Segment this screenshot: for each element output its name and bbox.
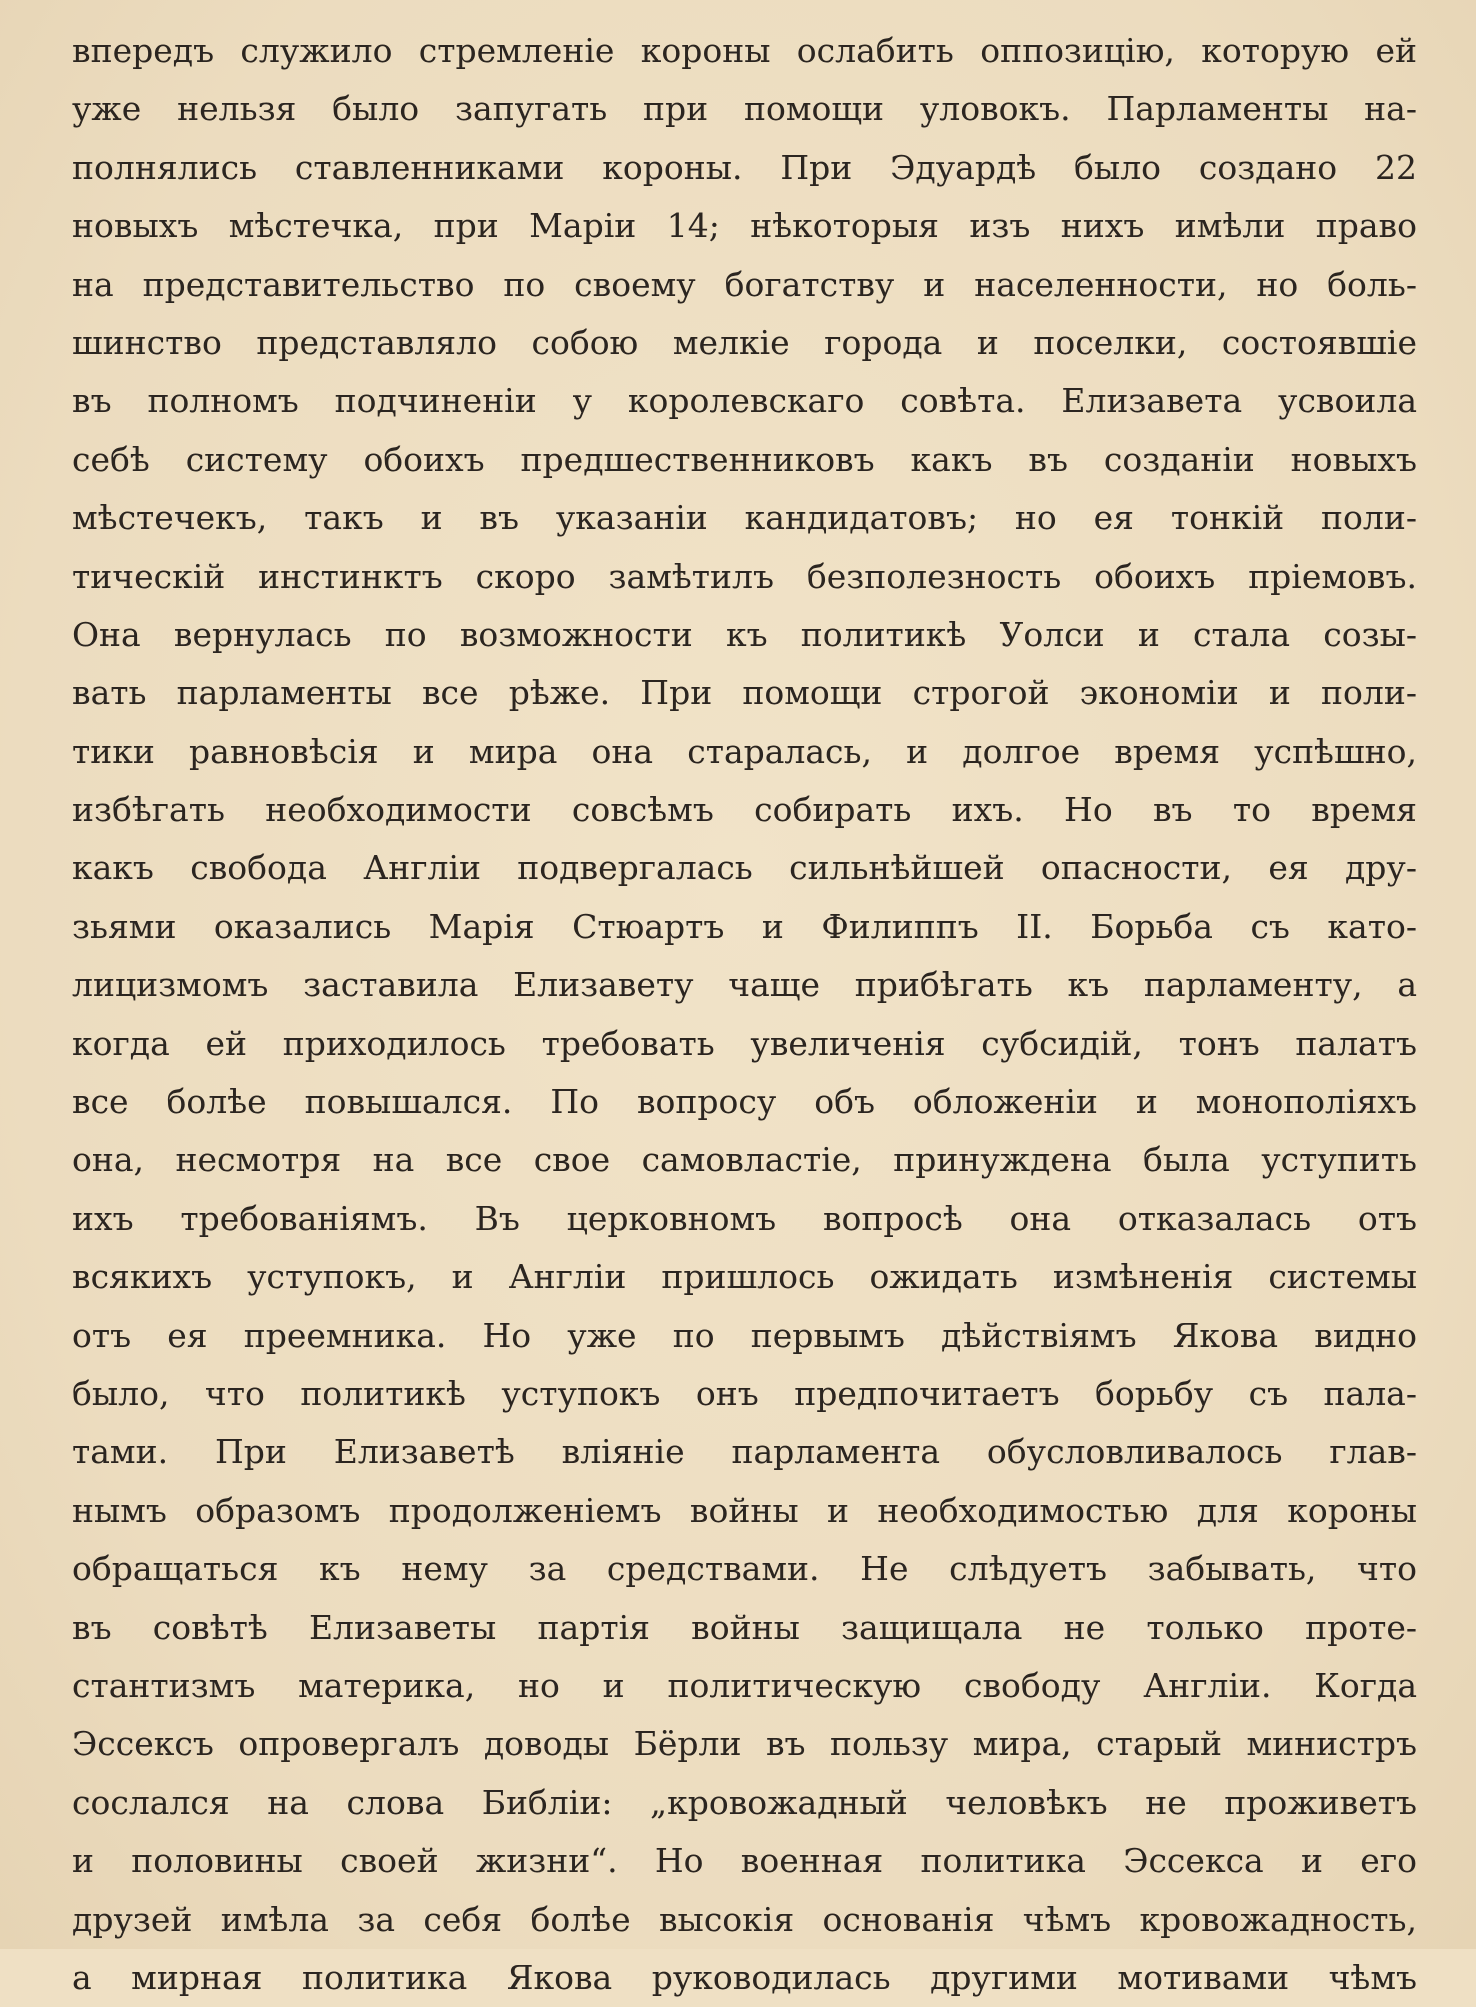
text-line-32: и половины своей жизни“. Но военная политика Эссекса и его [72, 1841, 1417, 1881]
text-line-23: отъ ея преемника. Но уже по первымъ дѣйствіямъ Якова видно [72, 1315, 1417, 1355]
text-line-26: нымъ образомъ продолженіемъ войны и необходимостью для короны [72, 1490, 1417, 1530]
text-line-14: избѣгать необходимости совсѣмъ собирать ихъ. Но въ то время [72, 790, 1417, 830]
text-line-27: обращаться къ нему за средствами. Не слѣдуетъ забывать, что [72, 1549, 1417, 1589]
text-line-8: себѣ систему обоихъ предшественниковъ какъ въ созданіи новыхъ [72, 439, 1417, 479]
text-line-24: было, что политикѣ уступокъ онъ предпочитаетъ борьбу съ пала- [72, 1373, 1417, 1413]
page-text [72, 22, 1417, 2007]
text-line-3: полнялись ставленниками короны. При Эдуардѣ было создано 22 [72, 147, 1417, 187]
text-line-1: впередъ служило стремленіе короны ослабить оппозицію, которую ей [72, 31, 1417, 70]
text-line-18: когда ей приходилось требовать увеличенія субсидій, тонъ палатъ [72, 1023, 1417, 1063]
text-line-11: Она вернулась по возможности къ политикѣ Уолси и стала созы- [72, 614, 1417, 654]
text-line-22: всякихъ уступокъ, и Англіи пришлось ожидать измѣненія системы [72, 1257, 1417, 1297]
text-line-28: въ совѣтѣ Елизаветы партія войны защищала не только проте- [72, 1607, 1417, 1647]
text-line-15: какъ свобода Англіи подвергалась сильнѣйшей опасности, ея дру- [72, 848, 1417, 888]
text-line-13: тики равновѣсія и мира она старалась, и долгое время успѣшно, [72, 731, 1417, 771]
text-line-34: а мирная политика Якова руководилась другими мотивами чѣмъ [72, 1957, 1417, 1997]
text-line-20: она, несмотря на все свое самовластіе, принуждена была уступить [72, 1140, 1417, 1180]
text-line-17: лицизмомъ заставила Елизавету чаще прибѣгать къ парламенту, а [72, 965, 1417, 1005]
text-line-2: уже нельзя было запугать при помощи уловокъ. Парламенты на- [72, 89, 1417, 129]
text-line-19: все болѣе повышался. По вопросу объ обложеніи и монополіяхъ [72, 1082, 1417, 1122]
text-line-31: сослался на слова Библіи: „кровожадный человѣкъ не проживетъ [72, 1782, 1417, 1822]
text-line-33: друзей имѣла за себя болѣе высокія основанія чѣмъ кровожадность, [72, 1899, 1417, 1939]
text-line-4: новыхъ мѣстечка, при Маріи 14; нѣкоторыя изъ нихъ имѣли право [72, 206, 1417, 246]
text-line-7: въ полномъ подчиненіи у королевскаго совѣта. Елизавета усвоила [72, 381, 1417, 421]
text-line-12: вать парламенты все рѣже. При помощи строгой экономіи и поли- [72, 673, 1417, 713]
text-line-5: на представительство по своему богатству и населенности, но боль- [72, 264, 1417, 304]
text-line-16: зьями оказались Марія Стюартъ и Филиппъ II. Борьба съ като- [72, 906, 1417, 946]
text-line-30: Эссексъ опровергалъ доводы Бёрли въ пользу мира, старый министръ [72, 1724, 1417, 1764]
text-line-21: ихъ требованіямъ. Въ церковномъ вопросѣ она отказалась отъ [72, 1198, 1417, 1238]
text-line-6: шинство представляло собою мелкіе города и поселки, состоявшіе [72, 322, 1417, 362]
text-line-9: мѣстечекъ, такъ и въ указаніи кандидатовъ; но ея тонкій поли- [72, 498, 1417, 538]
text-line-25: тами. При Елизаветѣ вліяніе парламента обусловливалось глав- [72, 1432, 1417, 1472]
text-line-29: стантизмъ материка, но и политическую свободу Англіи. Когда [72, 1665, 1417, 1705]
text-line-10: тическій инстинктъ скоро замѣтилъ безполезность обоихъ пріемовъ. [72, 556, 1417, 596]
